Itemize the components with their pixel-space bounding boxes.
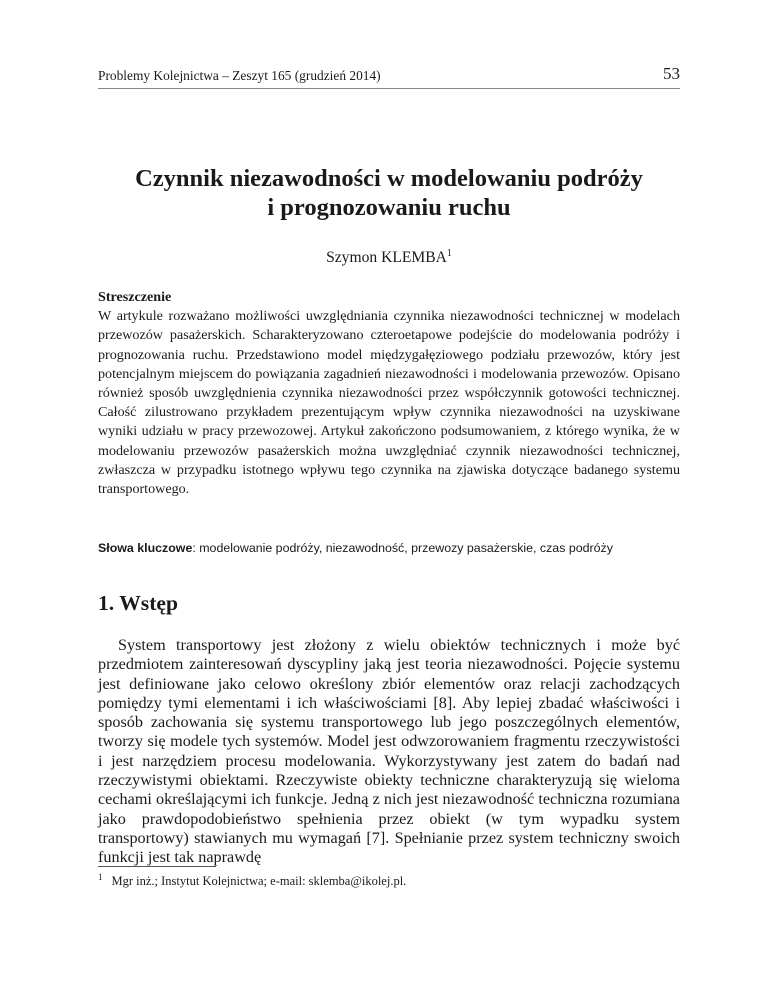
abstract: [98, 288, 680, 499]
page-number: 53: [663, 64, 680, 83]
abstract-text: W artykule rozważano możliwości uwzględniania czynnika niezawodności technicznej w modelach przewozów pasażerskich. Scharakteryzowano czteroetapowe podejście do modelowania podróży i prognozowania ruchu. Przedstawiono model międzygałęziowego podziału przewozów, który jest potencjalnym miejscem do powiązania zagadnień niezawodności i modelowania przewozów. Opisano również sposób uwzględnienia czynnika niezawodności przez współczynnik gotowości technicznej. Całość zilustrowano przykładem prezentującym wpływ czynnika niezawodności na uzyskiwane wyniki udziału w pracy przewozowej. Artykuł zakończono podsumowaniem, z którego wynika, że w modelowaniu przewozów pasażerskich można uwzględniać czynnik niezawodności technicznej, zwłaszcza w przypadku istotnego wpływu tego czynnika na zjawiska dotyczące badanego systemu transportowego.: [98, 308, 680, 498]
title-line-1: Czynnik niezawodności w modelowaniu podróży: [135, 165, 643, 192]
footnote-mark: 1: [98, 871, 103, 882]
abstract-label: Streszczenie: [98, 289, 172, 305]
article-title: [98, 164, 680, 222]
footnote-divider: [98, 866, 216, 867]
section-heading: 1. Wstęp: [98, 591, 178, 615]
running-header: [98, 62, 680, 89]
section-paragraph: System transportowy jest złożony z wielu obiektów technicznych i może być przedmiotem zainteresowań dyscypliny jaką jest teoria niezawodności. Pojęcie systemu jest definiowane jako celowo określony zbiór elementów oraz relacji zachodzących pomiędzy tymi elementami i ich właściwościami [8]. Aby lepiej zbadać właściwości i sposób zachowania się systemu transportowego lub jego poszczególnych elementów, tworzy się modele tych systemów. Model jest odwzorowaniem fragmentu rzeczywistości i jest narzędziem procesu modelowania. Wykorzystywany jest zatem do badań nad rzeczywistymi obiektami. Rzeczywiste obiekty techniczne charakteryzują się wieloma cechami określającymi ich funkcje. Jedną z nich jest niezawodność techniczna rozumiana jako prawdopodobieństwo spełnienia przez obiekt (w tym wypadku system transportowy) stawianych mu wymagań [7]. Spełnianie przez system techniczny swoich funkcji jest tak naprawdę: [98, 636, 680, 867]
author-name: Szymon KLEMBA: [326, 249, 447, 266]
author-line: [98, 249, 680, 267]
author-footnote-mark: 1: [446, 247, 452, 259]
keywords-text: : modelowanie podróży, niezawodność, przewozy pasażerskie, czas podróży: [192, 541, 613, 555]
keywords-label: Słowa kluczowe: [98, 541, 193, 555]
keywords: [98, 540, 680, 557]
footnote: [98, 873, 680, 889]
title-line-2: i prognozowaniu ruchu: [267, 194, 511, 221]
journal-title: Problemy Kolejnictwa – Zeszyt 165 (grudzień 2014): [98, 68, 381, 83]
footnote-text: Mgr inż.; Instytut Kolejnictwa; e-mail: sklemba@ikolej.pl.: [111, 874, 407, 888]
